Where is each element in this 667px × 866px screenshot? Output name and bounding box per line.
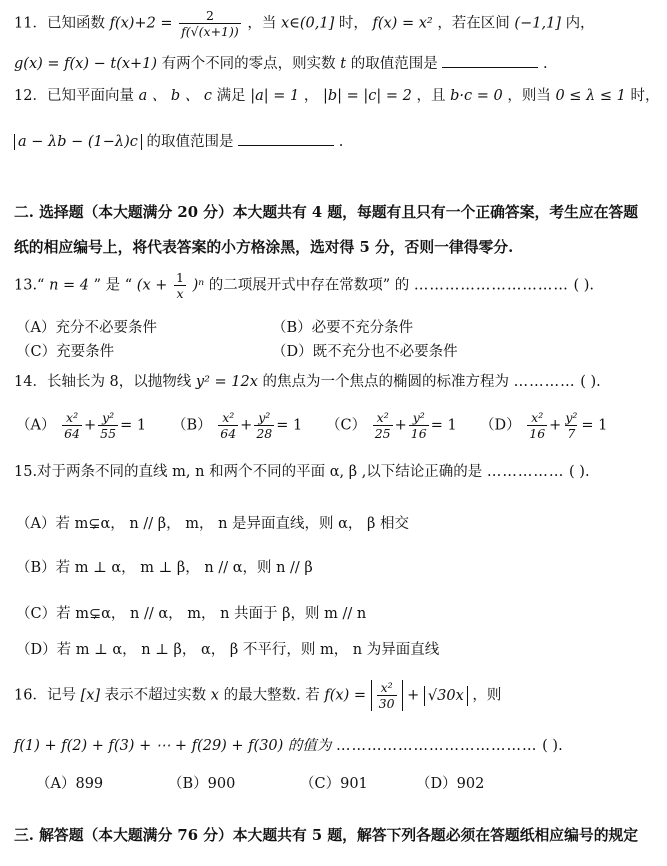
option-frac-x bbox=[218, 410, 238, 441]
q15-stem bbox=[14, 462, 590, 482]
q11-text: 时， bbox=[338, 15, 368, 32]
frac-den: 16 bbox=[410, 426, 427, 441]
q13-dots: ………………………… bbox=[413, 277, 569, 294]
q14-dots: ………… bbox=[513, 374, 576, 390]
q16-plus: + bbox=[407, 687, 420, 704]
option-frac-y bbox=[409, 410, 429, 441]
q13-answer-paren[interactable]: ( ). bbox=[573, 277, 595, 294]
option-text: 900 bbox=[207, 776, 236, 792]
q11-answer-blank[interactable] bbox=[442, 67, 538, 68]
frac-num: x² bbox=[66, 410, 79, 425]
q16-option-c[interactable] bbox=[300, 772, 368, 793]
q16-fraction bbox=[377, 680, 397, 711]
q12-cond-bc: |b| = |c| = 2 bbox=[323, 88, 412, 104]
frac-num: x² bbox=[222, 410, 235, 425]
q16-stem bbox=[14, 680, 501, 711]
q12-cond-a: |a| = 1 bbox=[250, 88, 300, 104]
q14-option-a[interactable]: （A） $\frac{\text{x²}}{64}$ + $\frac{\text{y²}}{55}$ = 1 bbox=[16, 410, 147, 441]
option-key: （A） bbox=[16, 516, 56, 532]
q16-line2 bbox=[14, 736, 563, 756]
q13-option-b[interactable] bbox=[272, 316, 413, 337]
q16-floor-sqrt bbox=[424, 686, 468, 706]
frac-den: 55 bbox=[100, 426, 117, 441]
q15-text: 15.对于两条不同的直线 m, n 和两个不同的平面 α, β ,以下结论正确的是 bbox=[14, 464, 483, 480]
q14-option-b[interactable]: （B） $\frac{\text{x²}}{64}$ + $\frac{\text{y²}}{28}$ = 1 bbox=[172, 410, 303, 441]
q11-text: ，当 bbox=[247, 15, 277, 32]
q16-sqrt: √30x bbox=[427, 687, 464, 704]
q11-interval: (−1,1] bbox=[514, 15, 561, 32]
q11-frac-den: f(√(x+1)) bbox=[181, 24, 239, 39]
eq-one: = 1 bbox=[581, 417, 608, 434]
option-frac-x bbox=[62, 410, 82, 441]
q11-text: 内， bbox=[565, 15, 595, 32]
q13-option-c[interactable] bbox=[16, 340, 114, 361]
option-text: 既不充分也不必要条件 bbox=[312, 344, 458, 360]
option-key: （C） bbox=[326, 417, 367, 434]
q12-text: 的取值范围是 bbox=[146, 134, 234, 150]
q15-dots: …………… bbox=[486, 464, 565, 480]
q12-period: . bbox=[338, 134, 344, 150]
option-text: 充分不必要条件 bbox=[55, 320, 157, 336]
frac-den: 28 bbox=[256, 426, 273, 441]
frac-den: 30 bbox=[378, 696, 395, 711]
q16-f-def: f(x) = bbox=[324, 687, 367, 704]
q14-text: 的焦点为一个焦点的椭圆的标准方程为 bbox=[262, 374, 510, 390]
option-key: （B） bbox=[172, 417, 212, 434]
q14-option-c[interactable]: （C） $\frac{\text{x²}}{25}$ + $\frac{\text{y²}}{16}$ = 1 bbox=[326, 410, 457, 441]
option-text: 若 m⊊α， n // α， m， n 共面于 β，则 m // n bbox=[56, 606, 367, 622]
q13-fraction bbox=[174, 270, 186, 301]
q13-option-a[interactable] bbox=[16, 316, 157, 337]
q15-answer-paren[interactable]: ( ). bbox=[569, 464, 590, 480]
q15-option-b[interactable] bbox=[16, 556, 313, 577]
option-text: 若 m ⊥ α， n ⊥ β， α， β 不平行，则 m， n 为异面直线 bbox=[56, 642, 440, 658]
q12-line1 bbox=[14, 86, 659, 106]
eq-one: = 1 bbox=[430, 417, 457, 434]
q11-text: 11．已知函数 bbox=[14, 15, 105, 32]
q16-answer-paren[interactable]: ( ). bbox=[542, 738, 563, 754]
q12-abs-expr: a − λb − (1−λ)c bbox=[14, 134, 142, 150]
section2-line2: 纸的相应编号上，将代表答案的小方格涂黑，选对得 5 分，否则一律得零分. bbox=[14, 239, 514, 256]
q12-text: ， bbox=[303, 88, 319, 104]
q15-option-c[interactable] bbox=[16, 602, 366, 623]
q11-text: 有两个不同的零点，则实数 bbox=[161, 56, 336, 72]
q12-answer-blank[interactable] bbox=[238, 145, 334, 146]
q16-text: ，则 bbox=[472, 687, 502, 704]
q16-floor-frac bbox=[371, 680, 403, 711]
option-frac-x bbox=[373, 410, 393, 441]
option-key: （C） bbox=[16, 344, 57, 360]
option-key: （D） bbox=[480, 417, 521, 434]
option-key: （D） bbox=[272, 344, 313, 360]
q13-text: 的二项展开式中存在常数项” 的 bbox=[208, 277, 410, 294]
q11-line1 bbox=[14, 8, 595, 39]
frac-den: 25 bbox=[374, 426, 391, 441]
q16-text: 的最大整数. 若 bbox=[223, 687, 320, 704]
q12-vectors: a 、 b 、 c bbox=[138, 88, 213, 104]
q11-text: ，若在区间 bbox=[437, 15, 510, 32]
q13-text: 13.“ bbox=[14, 277, 45, 294]
q16-var-x: x bbox=[210, 687, 219, 704]
frac-num: y² bbox=[412, 410, 425, 425]
frac-num: y² bbox=[258, 410, 271, 425]
q12-cond-lambda: 0 ≤ λ ≤ 1 bbox=[555, 88, 626, 104]
option-key: （C） bbox=[16, 606, 57, 622]
option-key: （B） bbox=[16, 560, 56, 576]
q14-answer-paren[interactable]: ( ). bbox=[580, 374, 601, 390]
frac-den: 16 bbox=[529, 426, 546, 441]
option-frac-y bbox=[563, 410, 579, 441]
q11-function-expr: f(x)+2 = bbox=[109, 15, 173, 32]
q14-parabola: y² = 12x bbox=[195, 374, 258, 390]
frac-den: 64 bbox=[220, 426, 237, 441]
q13-expr: (x + bbox=[136, 277, 168, 294]
frac-num: x² bbox=[380, 680, 393, 695]
frac-num: x² bbox=[376, 410, 389, 425]
q16-floor-symbol: [x] bbox=[80, 687, 101, 704]
option-text: 902 bbox=[456, 776, 485, 792]
q11-frac-num: 2 bbox=[205, 8, 214, 23]
option-frac-y bbox=[254, 410, 274, 441]
option-key: （A） bbox=[16, 320, 56, 336]
option-frac-y bbox=[98, 410, 118, 441]
q11-var-t: t bbox=[340, 56, 347, 72]
q14-text: 14．长轴长为 8，以抛物线 bbox=[14, 374, 192, 390]
option-text: 899 bbox=[75, 776, 104, 792]
q16-dots: ………………………………… bbox=[336, 738, 538, 754]
option-frac-x bbox=[527, 410, 547, 441]
q12-text: 满足 bbox=[216, 88, 246, 104]
option-text: 充要条件 bbox=[56, 344, 115, 360]
q11-period: . bbox=[542, 56, 548, 72]
frac-den: 64 bbox=[64, 426, 80, 441]
q11-g-expr: g(x) = f(x) − t(x+1) bbox=[14, 56, 158, 72]
option-key: （D） bbox=[416, 776, 457, 792]
section3-line1: 三. 解答题（本大题满分 76 分）本大题共有 5 题，解答下列各题必须在答题纸相应编号的规定 bbox=[14, 827, 639, 844]
q13-frac-den: x bbox=[176, 286, 184, 301]
frac-num: y² bbox=[565, 410, 578, 425]
q13-expr-power: )ⁿ bbox=[192, 277, 205, 294]
q13-frac-num: 1 bbox=[176, 270, 184, 285]
q13-stem bbox=[14, 270, 594, 301]
q12-text: 12．已知平面向量 bbox=[14, 88, 134, 104]
frac-den: 7 bbox=[567, 426, 576, 441]
q14-option-d[interactable]: （D） $\frac{\text{x²}}{16}$ + $\frac{\text{y²}}{7}$ = 1 bbox=[480, 410, 608, 441]
q16-text: 16．记号 bbox=[14, 687, 76, 704]
section2-line1: 二. 选择题（本大题满分 20 分）本大题共有 4 题，每题有且只有一个正确答案，考生应在答题 bbox=[14, 204, 639, 221]
q15-option-a[interactable] bbox=[16, 512, 409, 533]
q14-stem bbox=[14, 372, 601, 392]
q15-option-d[interactable] bbox=[16, 638, 439, 659]
q11-text: 的取值范围是 bbox=[350, 56, 438, 72]
option-key: （B） bbox=[168, 776, 208, 792]
q11-condition: x∈(0,1] bbox=[280, 15, 335, 32]
option-key: （A） bbox=[16, 417, 56, 434]
q12-text: ，则当 bbox=[507, 88, 551, 104]
option-text: 若 m⊊α， n // β， m， n 是异面直线，则 α， β 相交 bbox=[55, 516, 410, 532]
option-key: （A） bbox=[36, 776, 76, 792]
q12-text: 时， bbox=[630, 88, 660, 104]
q13-n-eq: n = 4 bbox=[49, 277, 90, 294]
q11-fraction bbox=[179, 8, 241, 39]
q16-text: 表示不超过实数 bbox=[104, 687, 207, 704]
option-text: 若 m ⊥ α， m ⊥ β， n // α，则 n // β bbox=[55, 560, 313, 576]
q12-cond-dot: b·c = 0 bbox=[450, 88, 503, 104]
q13-text: ” 是 “ bbox=[93, 277, 133, 294]
q16-sum-expr: f(1) + f(2) + f(3) + ⋯ + f(29) + f(30) 的值为 bbox=[14, 738, 332, 754]
eq-one: = 1 bbox=[276, 417, 303, 434]
option-key: （B） bbox=[272, 320, 312, 336]
q12-text: ，且 bbox=[416, 88, 446, 104]
q11-line2 bbox=[14, 54, 548, 74]
option-key: （C） bbox=[300, 776, 341, 792]
q16-option-b[interactable] bbox=[168, 772, 235, 793]
frac-num: y² bbox=[102, 410, 115, 425]
option-text: 必要不充分条件 bbox=[311, 320, 414, 336]
q11-definition: f(x) = x² bbox=[372, 15, 433, 32]
frac-num: x² bbox=[531, 410, 544, 425]
eq-one: = 1 bbox=[120, 417, 147, 434]
q16-option-a[interactable] bbox=[36, 772, 103, 793]
q12-line2 bbox=[14, 132, 343, 152]
option-text: 901 bbox=[340, 776, 368, 792]
q16-option-d[interactable] bbox=[416, 772, 484, 793]
option-key: （D） bbox=[16, 642, 57, 658]
q13-option-d[interactable] bbox=[272, 340, 458, 361]
